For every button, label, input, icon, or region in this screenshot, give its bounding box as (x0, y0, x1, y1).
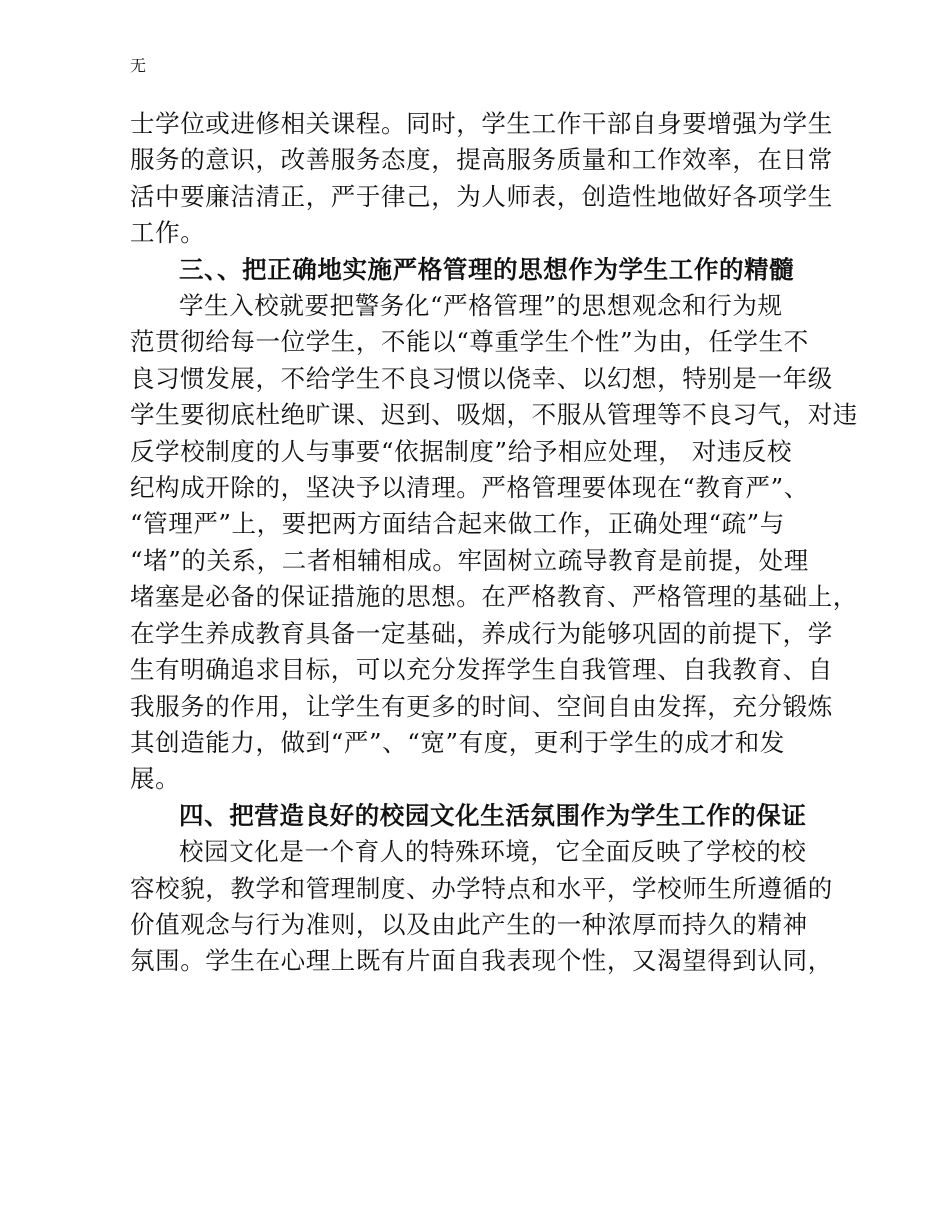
text-line: 学生要彻底杜绝旷课、迟到、吸烟，不服从管理等不良习气，对违 (130, 400, 858, 430)
text-line: 堵塞是必备的保证措施的思想。在严格教育、严格管理的基础上， (130, 582, 858, 612)
section-heading-3: 三、、把正确地实施严格管理的思想作为学生工作的精髓 (179, 254, 795, 284)
text-line: 良习惯发展，不给学生不良习惯以侥幸、以幻想，特别是一年级 (130, 363, 833, 393)
body-text (130, 106, 858, 980)
text-line: 展。 (130, 764, 181, 794)
section-heading-4: 四、把营造良好的校园文化生活氛围作为学生工作的保证 (179, 800, 807, 830)
text-line: 士学位或进修相关课程。同时，学生工作干部自身要增强为学生 (130, 109, 833, 138)
text-line: 服务的意识，改善服务态度，提高服务质量和工作效率，在日常 (130, 145, 833, 175)
text-line: 反学校制度的人与事要“依据制度”给予相应处理， 对违反校 (130, 436, 793, 466)
text-line: 活中要廉洁清正，严于律己，为人师表，创造性地做好各项学生 (130, 181, 833, 211)
text-line: 在学生养成教育具备一定基础，养成行为能够巩固的前提下，学 (130, 618, 833, 648)
paragraph-first-line: 学生入校就要把警务化“严格管理”的思想观念和行为规 (179, 291, 783, 321)
paragraph-first-line: 校园文化是一个育人的特殊环境，它全面反映了学校的校 (179, 837, 807, 867)
text-line: 价值观念与行为准则，以及由此产生的一种浓厚而持久的精神 (130, 909, 808, 939)
header-mark: 无 (130, 56, 147, 75)
text-line: 纪构成开除的，坚决予以清理。严格管理要体现在“教育严”、 (130, 473, 809, 503)
text-line: 生有明确追求目标，可以充分发挥学生自我管理、自我教育、自 (130, 655, 833, 685)
text-line: 其创造能力，做到“严”、“宽”有度，更利于学生的成才和发 (130, 727, 785, 757)
text-line: 我服务的作用，让学生有更多的时间、空间自由发挥，充分锻炼 (130, 691, 833, 721)
text-line: 氛围。学生在心理上既有片面自我表现个性，又渴望得到认同， (130, 946, 833, 976)
text-line: 容校貌，教学和管理制度、办学特点和水平，学校师生所遵循的 (130, 873, 833, 903)
text-line: 工作。 (130, 218, 206, 248)
text-line: 范贯彻给每一位学生，不能以“尊重学生个性”为由，任学生不 (130, 327, 809, 357)
text-line: “堵”的关系，二者相辅相成。牢固树立疏导教育是前提，处理 (130, 545, 809, 575)
text-line: “管理严”上，要把两方面结合起来做工作，正确处理“疏”与 (130, 509, 785, 539)
